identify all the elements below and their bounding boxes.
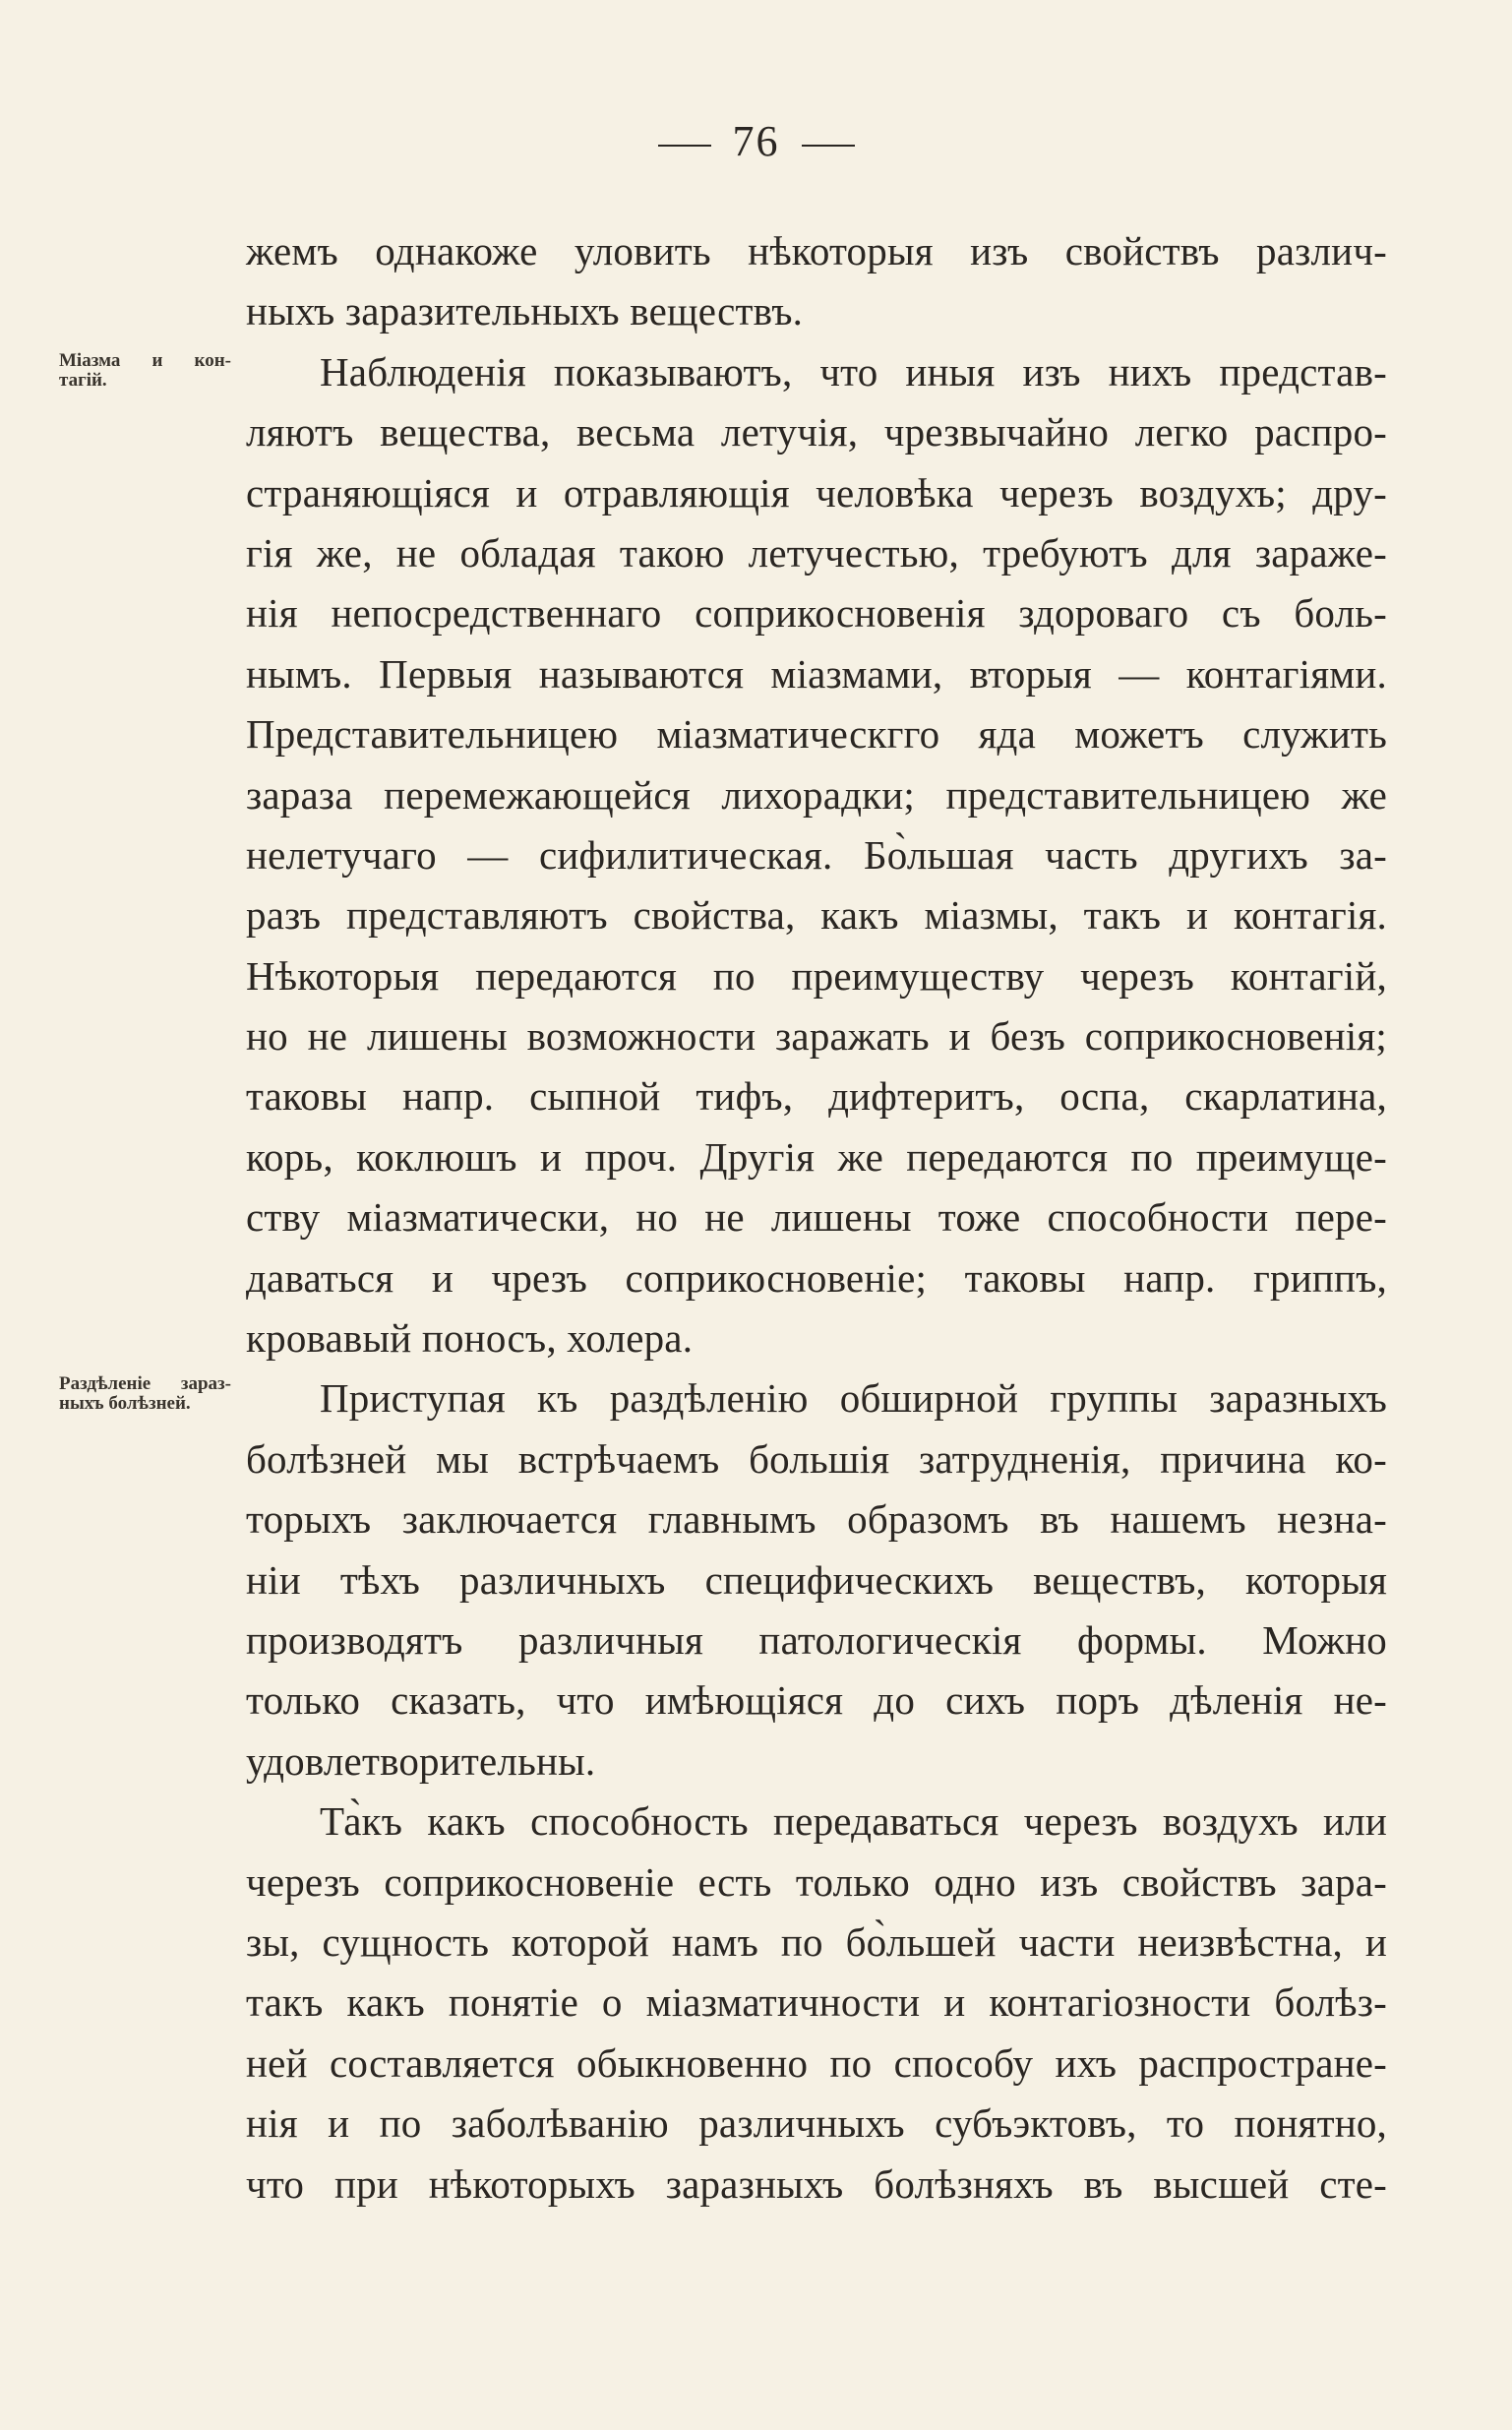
text-line: ніи тѣхъ различныхъ специфическихъ веществъ, которыя xyxy=(246,1556,1387,1603)
text-line: нія и по заболѣванію различныхъ субъэктовъ, то понятно, xyxy=(246,2100,1387,2147)
body-text xyxy=(246,221,1387,2215)
text-line: Представительницею міазматическгго яда можетъ служить xyxy=(246,711,1387,758)
text-line: ляютъ вещества, весьма летучія, чрезвычайно легко распро- xyxy=(246,409,1387,456)
text-line: производятъ различныя патологическія формы. Можно xyxy=(246,1616,1387,1663)
text-line: жемъ однакоже уловить нѣкоторыя изъ свойствъ различ- xyxy=(246,228,1387,273)
text-line: ству міазматически, но не лишены тоже способности пере- xyxy=(246,1194,1387,1241)
text-line: кровавый поносъ, холера. xyxy=(246,1315,694,1362)
margin-note-line: Міазма и кон- xyxy=(59,350,231,371)
text-line: зы, сущность которой намъ по бо̀льшей части неизвѣстна, и xyxy=(246,1918,1387,1965)
margin-note-line: тагій. xyxy=(59,370,107,391)
text-line: что при нѣкоторыхъ заразныхъ болѣзняхъ въ высшей сте- xyxy=(246,2160,1387,2207)
text-line: такъ какъ понятіе о міазматичности и контагіозности болѣз- xyxy=(246,1979,1387,2026)
text-line: Приступая къ раздѣленію обширной группы заразныхъ xyxy=(320,1375,1387,1422)
text-line: Та̀къ какъ способность передаваться черезъ воздухъ или xyxy=(320,1798,1387,1845)
text-line: таковы напр. сыпной тифъ, дифтеритъ, оспа, скарлатина, xyxy=(246,1073,1387,1120)
text-line: ней составляется обыкновенно по способу ихъ распростране- xyxy=(246,2039,1387,2086)
page-number-left-dash xyxy=(658,145,711,147)
text-line: Нѣкоторыя передаются по преимуществу черезъ контагій, xyxy=(246,952,1387,999)
text-line: удовлетворительны. xyxy=(246,1737,596,1784)
text-line: нымъ. Первыя называются міазмами, вторыя — контагіями. xyxy=(246,650,1387,697)
text-line: нелетучаго — сифилитическая. Бо̀льшая часть другихъ за- xyxy=(246,831,1387,878)
page-number-value: 76 xyxy=(732,117,780,165)
text-line: разъ представляютъ свойства, какъ міазмы, такъ и контагія. xyxy=(246,892,1387,939)
text-line: болѣзней мы встрѣчаемъ большія затрудненія, причина ко- xyxy=(246,1435,1387,1482)
margin-note-line: Раздѣленіе зараз- xyxy=(59,1373,231,1394)
text-line: нія непосредственнаго соприкосновенія здороваго съ боль- xyxy=(246,590,1387,637)
text-line: только сказать, что имѣющіяся до сихъ поръ дѣленія не- xyxy=(246,1677,1387,1724)
margin-note-classification xyxy=(59,1374,231,1414)
text-line: гія же, не обладая такою летучестью, требуютъ для зараже- xyxy=(246,529,1387,576)
text-line: страняющіяся и отравляющія человѣка черезъ воздухъ; дру- xyxy=(246,469,1387,516)
text-line: торыхъ заключается главнымъ образомъ въ нашемъ незна- xyxy=(246,1496,1387,1543)
text-line: Наблюденія показываютъ, что иныя изъ нихъ представ- xyxy=(320,348,1387,395)
text-line: корь, коклюшъ и проч. Другія же передаются по преимуще- xyxy=(246,1133,1387,1180)
margin-note-line: ныхъ болѣзней. xyxy=(59,1393,191,1414)
text-line: ныхъ заразительныхъ веществъ. xyxy=(246,288,804,334)
margin-note-miasma xyxy=(59,351,231,391)
text-line: даваться и чрезъ соприкосновеніе; таковы напр. гриппъ, xyxy=(246,1254,1387,1301)
text-line: зараза перемежающейся лихорадки; представительницею же xyxy=(246,771,1387,818)
text-line: но не лишены возможности заражать и безъ соприкосновенія; xyxy=(246,1013,1387,1060)
page-number-right-dash xyxy=(802,145,855,147)
page-number xyxy=(0,116,1512,166)
text-line: черезъ соприкосновеніе есть только одно изъ свойствъ зара- xyxy=(246,1858,1387,1905)
